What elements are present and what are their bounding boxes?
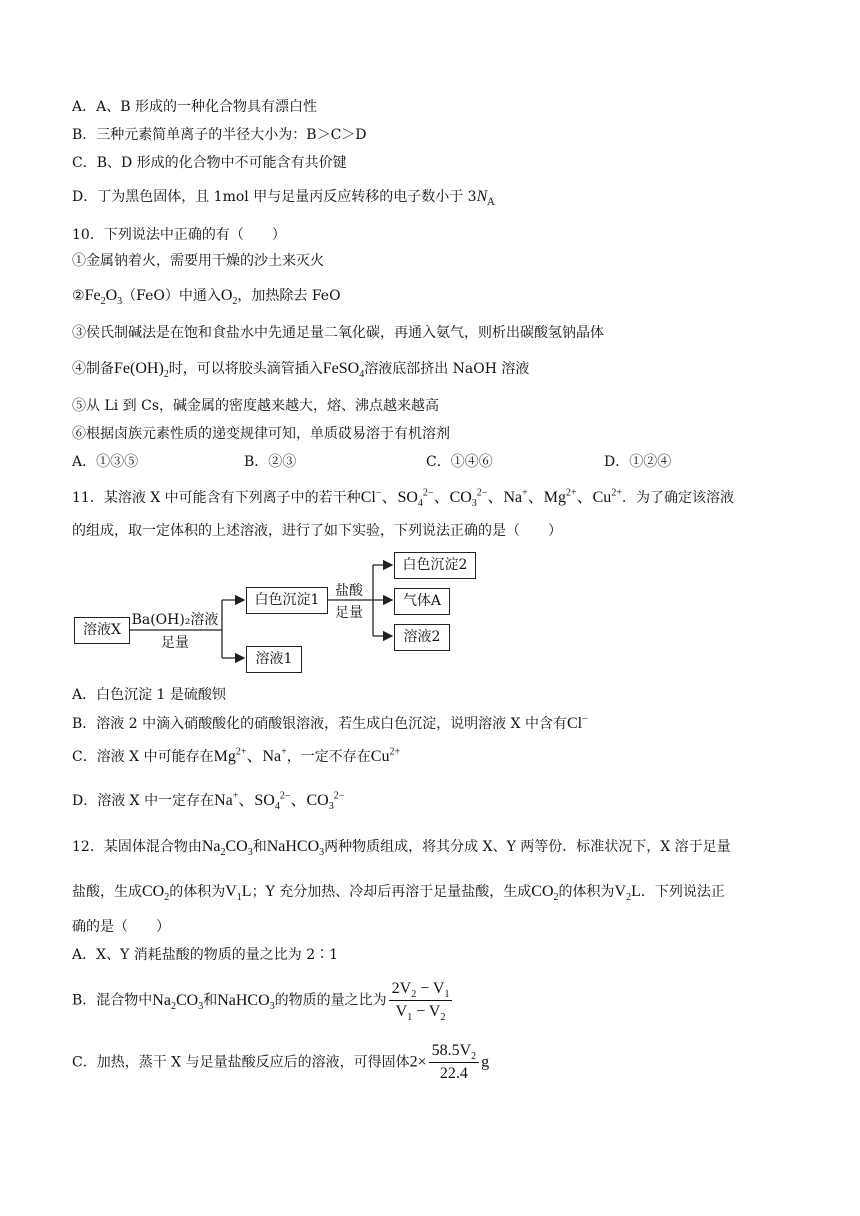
label-reagent-hcl: 盐酸 (335, 583, 363, 599)
label-reagent-baoh2: Ba(OH)₂溶液 (131, 612, 219, 628)
q10-option-b: B．②③ (244, 454, 297, 470)
ratio-fraction: $\frac{2V_2 - V_1}{V_1 - V_2}$ (389, 978, 453, 1023)
q9-option-c: C．B、D 形成的化合物中不可能含有共价键 (72, 155, 347, 171)
q11-option-a: A．白色沉淀 1 是硫酸钡 (72, 687, 226, 703)
q10-statement-1: ①金属钠着火，需要用干燥的沙土来灭火 (72, 253, 324, 269)
q11-option-b: B．溶液 2 中滴入硝酸酸化的硝酸银溶液，若生成白色沉淀，说明溶液 X 中含有Cl− (72, 713, 588, 732)
q11-stem-line1: 11．某溶液 X 中可能含有下列离子中的若干种Cl−、$SO_4^{2-}$、$CO_3^{2-}$、Na+、$Mg^{2+}$、$Cu^{2+}$．为了确定该溶液 (72, 487, 734, 510)
q11-stem-line2: 的组成，取一定体积的上述溶液，进行了如下实验，下列说法正确的是（ ） (72, 523, 562, 539)
q10-statement-4: ④制备$Fe(OH)_2$时，可以将胶头滴管插入FeSO$_4$溶液底部挤出 NaOH 溶液 (72, 360, 530, 381)
box-solution-1: 溶液1 (246, 646, 302, 673)
q9-option-d: D．丁为黑色固体，且 1mol 甲与足量丙反应转移的电子数小于 $3N_A$ (72, 188, 495, 208)
q12-option-b: B．混合物中$Na_2CO_3$和NaHCO$_3$的物质的量之比为 $\frac{2V_2 - V_1}{V_1 - V_2}$ (72, 978, 454, 1023)
box-white-ppt-2: 白色沉淀2 (394, 552, 476, 579)
q12-stem-line2: 盐酸，生成$CO_2$的体积为$V_1L$；Y 充分加热、冷却后再溶于足量盐酸，生成$CO_2$的体积为$V_2L$．下列说法正 (72, 883, 725, 904)
q11-option-d: D．溶液 X 中一定存在Na+、$SO_4^{2-}$、$CO_3^{2-}$ (72, 790, 345, 813)
box-white-ppt-1: 白色沉淀1 (246, 587, 328, 614)
q10-statement-3: ③侯氏制碱法是在饱和食盐水中先通足量二氧化碳，再通入氨气，则析出碳酸氢钠晶体 (72, 325, 604, 341)
label-amount-2: 足量 (335, 605, 363, 621)
q11-option-c: C．溶液 X 中可能存在$Mg^{2+}$、Na+，一定不存在$Cu^{2+}$ (72, 746, 401, 765)
q9-option-b: B．三种元素简单离子的半径大小为：B＞C＞D (72, 127, 367, 143)
box-gas-a: 气体A (394, 588, 450, 615)
mass-fraction: $\frac{58.5V_2}{22.4}$ (429, 1040, 480, 1085)
label-amount-1: 足量 (161, 635, 189, 651)
q10-stem: 10．下列说法中正确的有（ ） (72, 227, 286, 243)
q9-option-a: A．A、B 形成的一种化合物具有漂白性 (72, 99, 317, 115)
q10-option-d: D．①②④ (604, 454, 672, 470)
q12-stem-line3: 确的是（ ） (72, 919, 170, 935)
q10-option-c: C．①④⑥ (426, 454, 493, 470)
q10-statement-5: ⑤从 Li 到 Cs，碱金属的密度越来越大，熔、沸点越来越高 (72, 398, 440, 414)
q10-option-a: A．①③⑤ (72, 454, 139, 470)
q12-option-c: C．加热，蒸干 X 与足量盐酸反应后的溶液，可得固体2× $\frac{58.5V_2}{22.4}$ g (72, 1040, 489, 1085)
q12-stem-line1: 12．某固体混合物由$Na_2CO_3$和NaHCO$_3$两种物质组成，将其分成 X、Y 两等份．标准状况下，X 溶于足量 (72, 838, 731, 859)
q10-statement-2: $②Fe_2O_3(FeO)$中通入$O_2$，加热除去 FeO (72, 287, 341, 308)
q12-option-a: A．X、Y 消耗盐酸的物质的量之比为 2∶1 (72, 947, 339, 963)
box-solution-2: 溶液2 (394, 624, 450, 651)
box-solution-x: 溶液X (74, 617, 130, 644)
q10-statement-6: ⑥根据卤族元素性质的递变规律可知，单质砹易溶于有机溶剂 (72, 426, 450, 442)
